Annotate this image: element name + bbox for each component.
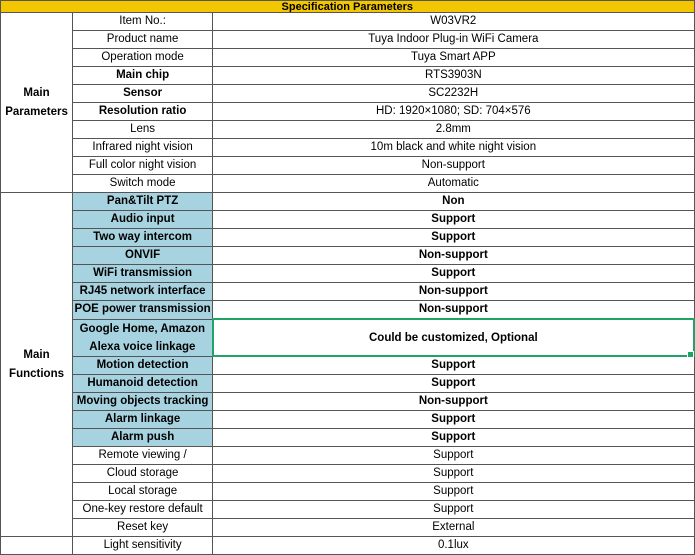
table-row xyxy=(1,501,695,519)
table-row xyxy=(1,67,695,85)
group-main-parameters[interactable] xyxy=(1,13,73,193)
feature-label[interactable]: WiFi transmission xyxy=(73,265,213,283)
param-value[interactable]: Tuya Indoor Plug-in WiFi Camera xyxy=(213,31,694,49)
table-row xyxy=(1,103,695,121)
param-label[interactable]: Operation mode xyxy=(73,49,213,67)
table-row xyxy=(1,483,695,501)
param-value[interactable]: 10m black and white night vision xyxy=(213,139,694,157)
group-label: Main xyxy=(23,348,50,361)
feature-value[interactable]: Support xyxy=(213,229,694,247)
param-value[interactable]: W03VR2 xyxy=(213,13,694,31)
feature-label[interactable]: RJ45 network interface xyxy=(73,283,213,301)
feature-value[interactable]: Support xyxy=(213,429,694,447)
feature-label[interactable]: Pan&Tilt PTZ xyxy=(73,193,213,211)
param-value[interactable]: Tuya Smart APP xyxy=(213,49,694,67)
table-row xyxy=(1,519,695,537)
feature-label[interactable]: Two way intercom xyxy=(73,229,213,247)
feature-value[interactable]: Support xyxy=(213,465,694,483)
group-cell-empty[interactable] xyxy=(1,537,73,555)
feature-value[interactable]: External xyxy=(213,519,694,537)
feature-label[interactable]: POE power transmission xyxy=(73,301,213,320)
feature-value[interactable]: Support xyxy=(213,211,694,229)
param-label[interactable]: Product name xyxy=(73,31,213,49)
table-row xyxy=(1,283,695,301)
param-label[interactable]: Sensor xyxy=(73,85,213,103)
feature-label[interactable]: Reset key xyxy=(73,519,213,537)
table-row xyxy=(1,121,695,139)
feature-label[interactable]: Audio input xyxy=(73,211,213,229)
table-row xyxy=(1,447,695,465)
table-row xyxy=(1,465,695,483)
param-label[interactable]: Item No.: xyxy=(73,13,213,31)
feature-label-line: Alexa voice linkage xyxy=(89,340,196,353)
table-row xyxy=(1,85,695,103)
group-label: Parameters xyxy=(5,105,68,118)
param-label[interactable]: Lens xyxy=(73,121,213,139)
feature-value[interactable]: Support xyxy=(213,483,694,501)
feature-label[interactable]: Alarm linkage xyxy=(73,411,213,429)
param-value[interactable]: Automatic xyxy=(213,175,694,193)
title-row xyxy=(1,1,695,13)
selected-cell[interactable]: Could be customized, Optional xyxy=(213,319,694,356)
group-label: Functions xyxy=(9,367,64,380)
feature-label[interactable]: Alarm push xyxy=(73,429,213,447)
feature-value[interactable]: Non-support xyxy=(213,301,694,320)
param-value[interactable]: SC2232H xyxy=(213,85,694,103)
table-row xyxy=(1,411,695,429)
feature-label[interactable]: One-key restore default xyxy=(73,501,213,519)
table-row xyxy=(1,13,695,31)
table-row xyxy=(1,31,695,49)
feature-value[interactable]: Support xyxy=(213,375,694,393)
feature-value[interactable]: Support xyxy=(213,447,694,465)
group-main-functions[interactable] xyxy=(1,193,73,537)
table-row xyxy=(1,319,695,356)
table-row xyxy=(1,301,695,320)
feature-label[interactable]: Remote viewing / xyxy=(73,447,213,465)
fill-handle[interactable] xyxy=(687,351,694,358)
param-value[interactable]: 0.1lux xyxy=(213,537,694,555)
table-row xyxy=(1,393,695,411)
feature-label[interactable]: Motion detection xyxy=(73,356,213,375)
feature-value[interactable]: Non-support xyxy=(213,393,694,411)
table-row xyxy=(1,175,695,193)
feature-label[interactable]: Local storage xyxy=(73,483,213,501)
param-label[interactable]: Resolution ratio xyxy=(73,103,213,121)
param-label[interactable]: Infrared night vision xyxy=(73,139,213,157)
feature-value[interactable]: Non xyxy=(213,193,694,211)
table-row xyxy=(1,429,695,447)
table-row xyxy=(1,247,695,265)
table-row xyxy=(1,49,695,67)
feature-value[interactable]: Non-support xyxy=(213,247,694,265)
feature-label[interactable]: Humanoid detection xyxy=(73,375,213,393)
feature-label-line: Google Home, Amazon xyxy=(79,322,206,335)
param-value[interactable]: HD: 1920×1080; SD: 704×576 xyxy=(213,103,694,121)
feature-label[interactable]: ONVIF xyxy=(73,247,213,265)
feature-label[interactable]: Cloud storage xyxy=(73,465,213,483)
feature-label[interactable] xyxy=(73,319,213,356)
param-label[interactable]: Full color night vision xyxy=(73,157,213,175)
table-row xyxy=(1,375,695,393)
feature-value[interactable]: Support xyxy=(213,411,694,429)
param-label[interactable]: Switch mode xyxy=(73,175,213,193)
table-row xyxy=(1,157,695,175)
table-row xyxy=(1,537,695,555)
table-row xyxy=(1,211,695,229)
table-row xyxy=(1,139,695,157)
param-value[interactable]: RTS3903N xyxy=(213,67,694,85)
feature-value[interactable]: Support xyxy=(213,501,694,519)
param-value[interactable]: Non-support xyxy=(213,157,694,175)
feature-value[interactable]: Non-support xyxy=(213,283,694,301)
table-row xyxy=(1,229,695,247)
param-label[interactable]: Light sensitivity xyxy=(73,537,213,555)
param-value[interactable]: 2.8mm xyxy=(213,121,694,139)
table-row xyxy=(1,193,695,211)
feature-value[interactable]: Support xyxy=(213,356,694,375)
group-label: Main xyxy=(23,86,50,99)
table-row xyxy=(1,356,695,375)
param-label[interactable]: Main chip xyxy=(73,67,213,85)
feature-value[interactable]: Support xyxy=(213,265,694,283)
sheet-title[interactable]: Specification Parameters xyxy=(1,1,695,13)
feature-label[interactable]: Moving objects tracking xyxy=(73,393,213,411)
table-row xyxy=(1,265,695,283)
